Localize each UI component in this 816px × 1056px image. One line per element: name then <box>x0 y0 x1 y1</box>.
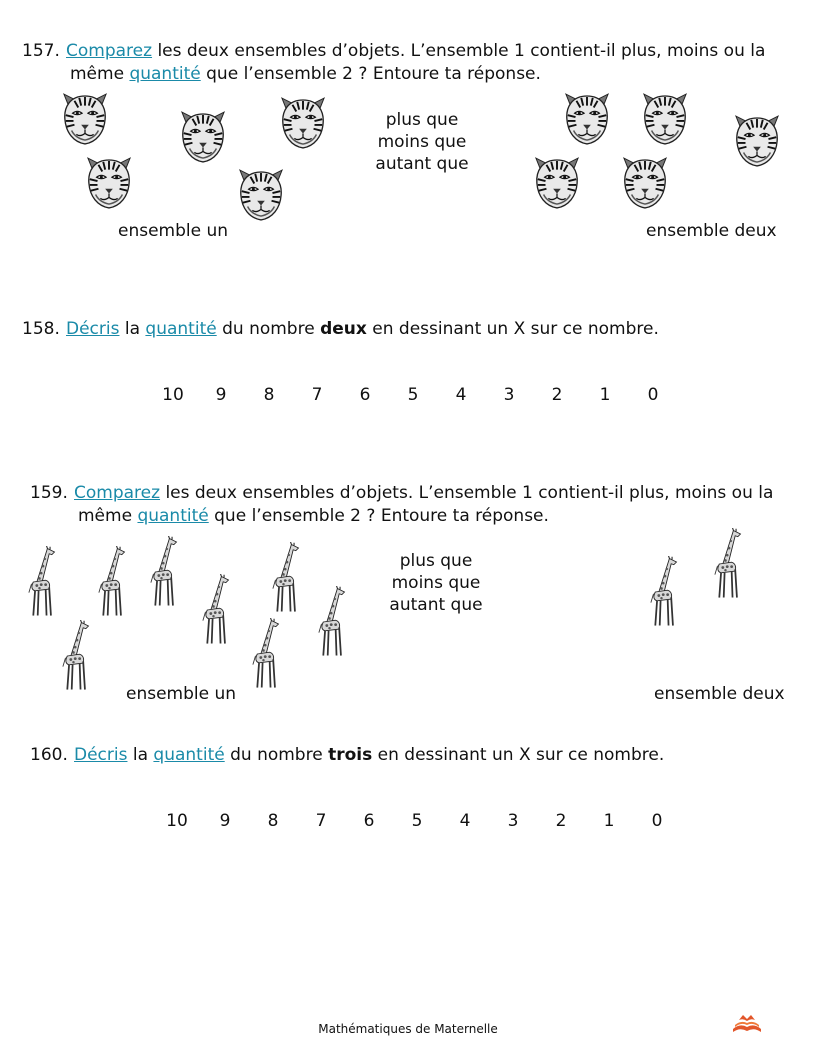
q159-choice-less[interactable]: moins que <box>391 573 481 593</box>
q157-number: 157. <box>22 41 60 61</box>
q158-quantity-link[interactable]: quantité <box>145 319 217 339</box>
q158-number-4[interactable]: 4 <box>455 385 467 405</box>
q160-number-7[interactable]: 7 <box>315 811 327 831</box>
q157-choices <box>352 109 492 175</box>
q158-number-1[interactable]: 1 <box>599 385 611 405</box>
q160-number-4[interactable]: 4 <box>459 811 471 831</box>
q157-set1-label: ensemble un <box>118 221 229 241</box>
q160-quantity-link[interactable]: quantité <box>153 745 225 765</box>
q159-choice-same[interactable]: autant que <box>389 595 483 615</box>
book-logo-icon <box>730 1010 764 1034</box>
q160-number-10[interactable]: 10 <box>166 811 188 831</box>
q160-text-a: la <box>127 745 154 765</box>
tiger-icon <box>622 156 668 210</box>
q160-number-1[interactable]: 1 <box>603 811 615 831</box>
q159-choice-more[interactable]: plus que <box>399 551 473 571</box>
giraffe-icon <box>714 528 744 600</box>
q160-describe-link[interactable]: Décris <box>74 745 128 765</box>
q160-number-8[interactable]: 8 <box>267 811 279 831</box>
q159-number: 159. <box>30 483 68 503</box>
tiger-icon <box>280 96 326 150</box>
tiger-icon <box>642 92 688 146</box>
q160-number-6[interactable]: 6 <box>363 811 375 831</box>
tiger-icon <box>734 114 780 168</box>
q158-target-word: deux <box>320 319 367 339</box>
q158-text-b: du nombre <box>216 319 321 339</box>
q157-quantity-link[interactable]: quantité <box>129 64 201 84</box>
tiger-icon <box>86 156 132 210</box>
q160-number-5[interactable]: 5 <box>411 811 423 831</box>
q160-target-word: trois <box>328 745 373 765</box>
q159-text-c: que l’ensemble 2 ? Entoure ta réponse. <box>208 506 549 526</box>
tiger-icon <box>534 156 580 210</box>
q159-choices <box>366 550 506 616</box>
q160-number-9[interactable]: 9 <box>219 811 231 831</box>
q157-choice-less[interactable]: moins que <box>377 132 467 152</box>
q158-number-5[interactable]: 5 <box>407 385 419 405</box>
q158-number-3[interactable]: 3 <box>503 385 515 405</box>
q158-number-8[interactable]: 8 <box>263 385 275 405</box>
q158-prompt <box>22 318 659 341</box>
giraffe-icon <box>272 542 302 614</box>
q159-text-a: les deux ensembles d’objets. L’ensemble 1 contient-il plus, moins ou la <box>160 483 774 503</box>
q158-number-10[interactable]: 10 <box>162 385 184 405</box>
q158-text-c: en dessinant un X sur ce nombre. <box>366 319 659 339</box>
q159-quantity-link[interactable]: quantité <box>137 506 209 526</box>
giraffe-icon <box>650 556 680 628</box>
q157-prompt <box>22 40 765 86</box>
q157-set2-label: ensemble deux <box>646 221 777 241</box>
q158-number-6[interactable]: 6 <box>359 385 371 405</box>
q159-prompt <box>30 482 773 528</box>
q157-choice-same[interactable]: autant que <box>375 154 469 174</box>
tiger-icon <box>564 92 610 146</box>
q158-number-0[interactable]: 0 <box>647 385 659 405</box>
q157-text-b: même <box>70 64 130 84</box>
q160-text-b: du nombre <box>224 745 329 765</box>
q160-number-2[interactable]: 2 <box>555 811 567 831</box>
q160-number-0[interactable]: 0 <box>651 811 663 831</box>
giraffe-icon <box>202 574 232 646</box>
tiger-icon <box>62 92 108 146</box>
q157-text-a: les deux ensembles d’objets. L’ensemble 1 contient-il plus, moins ou la <box>152 41 766 61</box>
giraffe-icon <box>28 546 58 618</box>
q157-compare-link[interactable]: Comparez <box>66 41 153 61</box>
q160-text-c: en dessinant un X sur ce nombre. <box>372 745 665 765</box>
giraffe-icon <box>252 618 282 690</box>
q158-number: 158. <box>22 319 60 339</box>
q159-set2-label: ensemble deux <box>654 684 785 704</box>
giraffe-icon <box>98 546 128 618</box>
q157-text-c: que l’ensemble 2 ? Entoure ta réponse. <box>200 64 541 84</box>
footer-text: Mathématiques de Maternelle <box>318 1022 498 1036</box>
q160-prompt <box>30 744 664 767</box>
giraffe-icon <box>318 586 348 658</box>
q158-text-a: la <box>119 319 146 339</box>
q160-number-line <box>153 811 681 831</box>
q159-set1-label: ensemble un <box>126 684 237 704</box>
q158-number-line <box>149 385 677 405</box>
q158-number-7[interactable]: 7 <box>311 385 323 405</box>
giraffe-icon <box>150 536 180 608</box>
q159-text-b: même <box>78 506 138 526</box>
giraffe-icon <box>62 620 92 692</box>
tiger-icon <box>238 168 284 222</box>
q158-number-2[interactable]: 2 <box>551 385 563 405</box>
q160-number-3[interactable]: 3 <box>507 811 519 831</box>
q159-compare-link[interactable]: Comparez <box>74 483 161 503</box>
tiger-icon <box>180 110 226 164</box>
q158-number-9[interactable]: 9 <box>215 385 227 405</box>
q160-number: 160. <box>30 745 68 765</box>
q157-choice-more[interactable]: plus que <box>385 110 459 130</box>
q158-describe-link[interactable]: Décris <box>66 319 120 339</box>
